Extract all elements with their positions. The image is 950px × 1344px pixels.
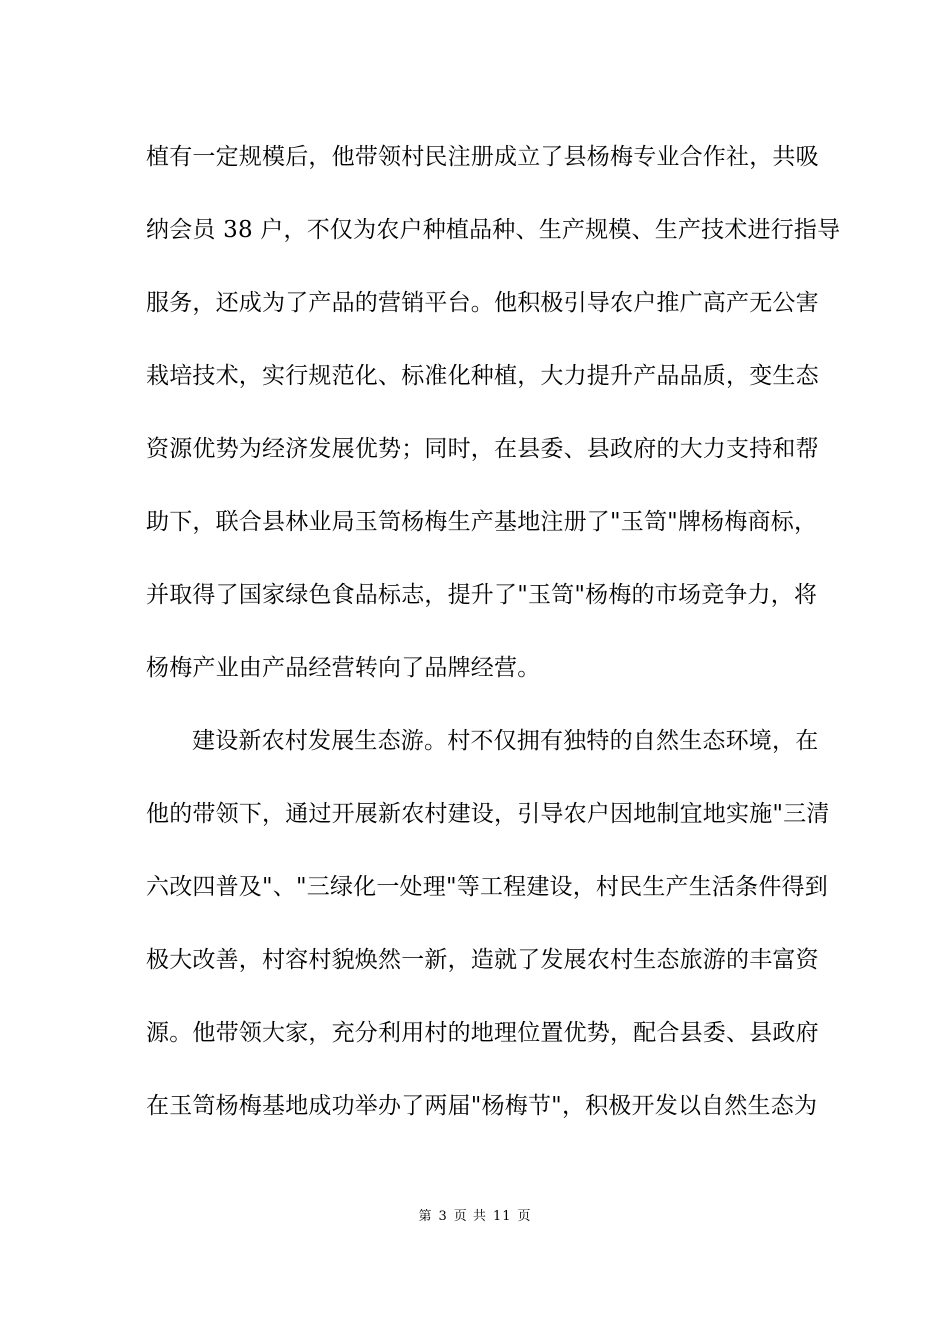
- text-line: 服务，还成为了产品的营销平台。他积极引导农户推广高产无公害: [146, 290, 819, 316]
- footer-total-pages: 11: [492, 1209, 512, 1224]
- footer-suffix: 页: [517, 1209, 532, 1224]
- text-line: 助下，联合县林业局玉笥杨梅生产基地注册了"玉笥"牌杨梅商标，: [146, 509, 818, 535]
- text-line: 并取得了国家绿色食品标志，提升了"玉笥"杨梅的市场竞争力，将: [146, 582, 818, 608]
- text-line: 建设新农村发展生态游。村不仅拥有独特的自然生态环境，在: [192, 728, 819, 754]
- footer-current-page: 3: [438, 1209, 448, 1224]
- text-line: 杨梅产业由产品经营转向了品牌经营。: [146, 655, 541, 681]
- text-line: 植有一定规模后，他带领村民注册成立了县杨梅专业合作社，共吸: [146, 144, 819, 170]
- text-line: 纳会员 38 户，不仅为农户种植品种、生产规模、生产技术进行指导: [146, 217, 841, 243]
- footer-middle: 页 共: [453, 1209, 487, 1224]
- text-line: 六改四普及"、"三绿化一处理"等工程建设，村民生产生活条件得到: [146, 874, 828, 900]
- text-line: 源。他带领大家，充分利用村的地理位置优势，配合县委、县政府: [146, 1020, 819, 1046]
- text-line: 极大改善，村容村貌焕然一新，造就了发展农村生态旅游的丰富资: [146, 947, 819, 973]
- text-line: 在玉笥杨梅基地成功举办了两届"杨梅节"，积极开发以自然生态为: [146, 1093, 818, 1119]
- page-footer: [0, 1208, 950, 1226]
- text-line: 他的带领下，通过开展新农村建设，引导农户因地制宜地实施"三清: [146, 801, 830, 827]
- footer-prefix: 第: [418, 1209, 433, 1224]
- text-line: 资源优势为经济发展优势；同时，在县委、县政府的大力支持和帮: [146, 436, 819, 462]
- text-line: 栽培技术，实行规范化、标准化种植，大力提升产品品质，变生态: [146, 363, 819, 389]
